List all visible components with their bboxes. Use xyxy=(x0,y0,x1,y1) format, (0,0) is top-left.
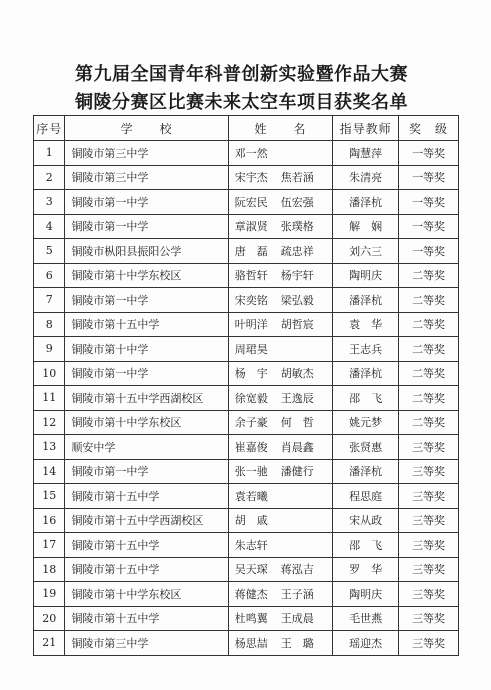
student-name-2: 张璞格 xyxy=(280,220,314,234)
school-cell: 铜陵市第十五中学 xyxy=(65,606,228,631)
award-cell: 三等奖 xyxy=(399,435,459,460)
student-name-1: 章淑贤 xyxy=(234,220,268,234)
table-row xyxy=(34,410,459,435)
student-name-1: 阮宏民 xyxy=(234,195,268,209)
row-number: 20 xyxy=(34,606,65,631)
student-name-1: 朱志轩 xyxy=(234,538,268,552)
names-cell xyxy=(228,582,332,607)
award-cell: 一等奖 xyxy=(399,141,459,166)
table-row xyxy=(34,435,459,460)
student-name-2: 王子涵 xyxy=(280,587,314,601)
student-name-2: 何 哲 xyxy=(280,416,314,430)
student-name-2: 伍宏强 xyxy=(280,195,314,209)
teacher-cell: 潘泽杭 xyxy=(333,459,399,484)
student-name-1: 骆哲轩 xyxy=(234,269,268,283)
names-cell xyxy=(228,533,332,558)
table-row xyxy=(34,484,459,509)
student-name-1: 宋奕铭 xyxy=(234,293,268,307)
names-cell xyxy=(228,165,332,190)
table-body xyxy=(34,141,459,656)
student-name-1: 崔嘉俊 xyxy=(234,440,268,454)
names-cell xyxy=(228,190,332,215)
table-row xyxy=(34,214,459,239)
teacher-cell: 解 娴 xyxy=(333,214,399,239)
award-cell: 一等奖 xyxy=(399,239,459,264)
student-name-1: 蒋健杰 xyxy=(234,587,268,601)
table-header-row xyxy=(34,116,459,141)
row-number: 2 xyxy=(34,165,65,190)
student-name-1: 张一驰 xyxy=(234,465,268,479)
student-name-2: 王逸辰 xyxy=(280,391,314,405)
row-number: 19 xyxy=(34,582,65,607)
student-name-2: 潘健行 xyxy=(280,465,314,479)
row-number: 5 xyxy=(34,239,65,264)
award-cell: 三等奖 xyxy=(399,631,459,656)
row-number: 13 xyxy=(34,435,65,460)
table-row xyxy=(34,263,459,288)
awards-table xyxy=(33,115,459,656)
school-cell: 顺安中学 xyxy=(65,435,228,460)
table-row xyxy=(34,165,459,190)
award-cell: 一等奖 xyxy=(399,165,459,190)
table-row xyxy=(34,533,459,558)
row-number: 18 xyxy=(34,557,65,582)
school-cell: 铜陵市第三中学 xyxy=(65,141,228,166)
names-cell xyxy=(228,484,332,509)
table-row xyxy=(34,386,459,411)
award-cell: 二等奖 xyxy=(399,263,459,288)
row-number: 17 xyxy=(34,533,65,558)
student-name-2: 蒋泓吉 xyxy=(280,563,314,577)
table-row xyxy=(34,606,459,631)
teacher-cell: 张贤惠 xyxy=(333,435,399,460)
names-cell xyxy=(228,435,332,460)
row-number: 4 xyxy=(34,214,65,239)
student-name-2: 梁弘毅 xyxy=(280,293,314,307)
school-cell: 铜陵市第十五中学 xyxy=(65,533,228,558)
names-cell xyxy=(228,263,332,288)
names-cell xyxy=(228,508,332,533)
row-number: 10 xyxy=(34,361,65,386)
school-cell: 铜陵市第一中学 xyxy=(65,361,228,386)
student-name-2: 肖晨鑫 xyxy=(280,440,314,454)
award-cell: 三等奖 xyxy=(399,582,459,607)
student-name-2: 王 璐 xyxy=(280,636,314,650)
student-name-2: 焦若涵 xyxy=(280,171,314,185)
student-name-1: 唐 磊 xyxy=(234,244,268,258)
row-number: 16 xyxy=(34,508,65,533)
award-cell: 三等奖 xyxy=(399,557,459,582)
table-row xyxy=(34,239,459,264)
school-cell: 铜陵市枞阳县振阳公学 xyxy=(65,239,228,264)
document-title-line-1: 第九届全国青年科普创新实验暨作品大赛 xyxy=(75,64,408,85)
table-row xyxy=(34,361,459,386)
award-cell: 三等奖 xyxy=(399,459,459,484)
document-title-line-2: 铜陵分赛区比赛未来太空车项目获奖名单 xyxy=(75,92,408,113)
table-row xyxy=(34,582,459,607)
row-number: 11 xyxy=(34,386,65,411)
teacher-cell: 袁 华 xyxy=(333,312,399,337)
teacher-cell: 罗 华 xyxy=(333,557,399,582)
award-cell: 二等奖 xyxy=(399,361,459,386)
student-name-1: 叶明洋 xyxy=(234,318,268,332)
teacher-cell: 陶慧萍 xyxy=(333,141,399,166)
student-name-1: 余子豪 xyxy=(234,416,268,430)
row-number: 8 xyxy=(34,312,65,337)
names-cell xyxy=(228,557,332,582)
student-name-1: 吴天琛 xyxy=(234,563,268,577)
teacher-cell: 毛世燕 xyxy=(333,606,399,631)
table-row xyxy=(34,312,459,337)
row-number: 12 xyxy=(34,410,65,435)
student-name-2: 杨宇轩 xyxy=(280,269,314,283)
names-cell xyxy=(228,288,332,313)
student-name-1: 邓一然 xyxy=(234,146,268,160)
header-no: 序号 xyxy=(34,116,65,141)
row-number: 9 xyxy=(34,337,65,362)
teacher-cell: 宋从政 xyxy=(333,508,399,533)
names-cell xyxy=(228,459,332,484)
student-name-2: 王成晨 xyxy=(280,612,314,626)
student-name-1: 袁若曦 xyxy=(234,489,268,503)
student-name-1: 杨 宇 xyxy=(234,367,268,381)
row-number: 1 xyxy=(34,141,65,166)
award-cell: 二等奖 xyxy=(399,337,459,362)
award-cell: 三等奖 xyxy=(399,606,459,631)
names-cell xyxy=(228,337,332,362)
table-row xyxy=(34,508,459,533)
student-name-1: 周珺昊 xyxy=(234,342,268,356)
school-cell: 铜陵市第三中学 xyxy=(65,165,228,190)
names-cell xyxy=(228,386,332,411)
teacher-cell: 刘六三 xyxy=(333,239,399,264)
award-cell: 一等奖 xyxy=(399,214,459,239)
student-name-1: 杨思喆 xyxy=(234,636,268,650)
teacher-cell: 陶明庆 xyxy=(333,263,399,288)
school-cell: 铜陵市第一中学 xyxy=(65,214,228,239)
table-row xyxy=(34,337,459,362)
student-name-1: 杜鸣翼 xyxy=(234,612,268,626)
school-cell: 铜陵市第十五中学西湖校区 xyxy=(65,508,228,533)
school-cell: 铜陵市第一中学 xyxy=(65,288,228,313)
award-cell: 一等奖 xyxy=(399,190,459,215)
table-row xyxy=(34,190,459,215)
table-row xyxy=(34,631,459,656)
row-number: 14 xyxy=(34,459,65,484)
teacher-cell: 潘泽杭 xyxy=(333,361,399,386)
names-cell xyxy=(228,141,332,166)
school-cell: 铜陵市第一中学 xyxy=(65,190,228,215)
names-cell xyxy=(228,606,332,631)
school-cell: 铜陵市第十五中学 xyxy=(65,557,228,582)
header-award: 奖 级 xyxy=(399,116,459,141)
student-name-2: 胡敏杰 xyxy=(280,367,314,381)
award-cell: 三等奖 xyxy=(399,484,459,509)
teacher-cell: 潘泽杭 xyxy=(333,288,399,313)
row-number: 6 xyxy=(34,263,65,288)
school-cell: 铜陵市第十五中学西湖校区 xyxy=(65,386,228,411)
teacher-cell: 程思庭 xyxy=(333,484,399,509)
school-cell: 铜陵市第十中学东校区 xyxy=(65,582,228,607)
table-row xyxy=(34,288,459,313)
names-cell xyxy=(228,631,332,656)
header-teacher: 指导教师 xyxy=(333,116,399,141)
award-cell: 三等奖 xyxy=(399,508,459,533)
names-cell xyxy=(228,312,332,337)
award-cell: 二等奖 xyxy=(399,410,459,435)
names-cell xyxy=(228,239,332,264)
school-cell: 铜陵市第一中学 xyxy=(65,459,228,484)
names-cell xyxy=(228,361,332,386)
teacher-cell: 瑶迎杰 xyxy=(333,631,399,656)
row-number: 15 xyxy=(34,484,65,509)
teacher-cell: 陶明庆 xyxy=(333,582,399,607)
student-name-2: 胡哲宸 xyxy=(280,318,314,332)
names-cell xyxy=(228,410,332,435)
header-names: 姓 名 xyxy=(228,116,332,141)
header-school: 学 校 xyxy=(65,116,228,141)
teacher-cell: 邵 飞 xyxy=(333,386,399,411)
row-number: 3 xyxy=(34,190,65,215)
names-cell xyxy=(228,214,332,239)
teacher-cell: 朱清亮 xyxy=(333,165,399,190)
teacher-cell: 潘泽杭 xyxy=(333,190,399,215)
award-cell: 二等奖 xyxy=(399,288,459,313)
award-cell: 二等奖 xyxy=(399,386,459,411)
award-cell: 二等奖 xyxy=(399,312,459,337)
student-name-2: 疏忠祥 xyxy=(280,244,314,258)
school-cell: 铜陵市第十五中学 xyxy=(65,312,228,337)
school-cell: 铜陵市第十中学东校区 xyxy=(65,410,228,435)
teacher-cell: 王志兵 xyxy=(333,337,399,362)
student-name-1: 胡 戚 xyxy=(234,514,268,528)
row-number: 21 xyxy=(34,631,65,656)
school-cell: 铜陵市第三中学 xyxy=(65,631,228,656)
row-number: 7 xyxy=(34,288,65,313)
student-name-1: 徐宽毅 xyxy=(234,391,268,405)
school-cell: 铜陵市第十五中学 xyxy=(65,484,228,509)
student-name-1: 宋宇杰 xyxy=(234,171,268,185)
school-cell: 铜陵市第十中学东校区 xyxy=(65,263,228,288)
award-cell: 三等奖 xyxy=(399,533,459,558)
teacher-cell: 姚元梦 xyxy=(333,410,399,435)
table-row xyxy=(34,459,459,484)
school-cell: 铜陵市第十中学 xyxy=(65,337,228,362)
table-row xyxy=(34,141,459,166)
table-row xyxy=(34,557,459,582)
teacher-cell: 邵 飞 xyxy=(333,533,399,558)
